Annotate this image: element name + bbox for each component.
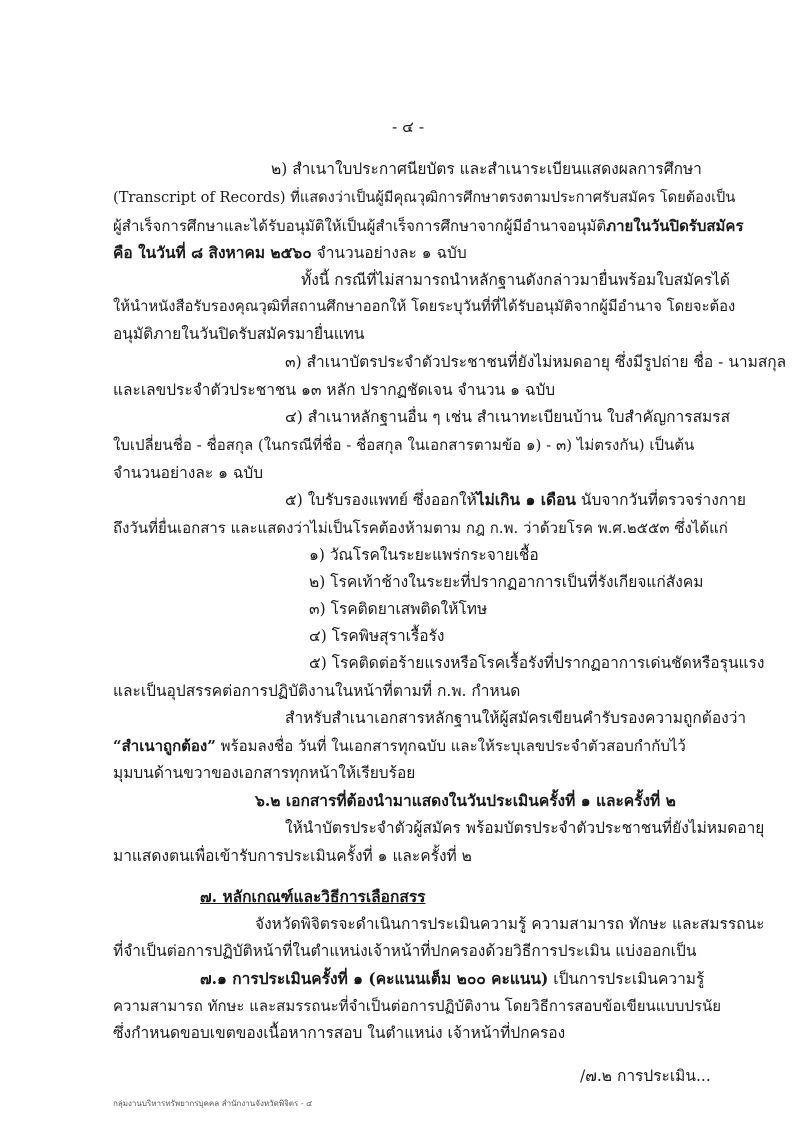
disease-item: ๔) โรคพิษสุราเรื้อรัง	[309, 627, 445, 645]
section7-line1: จังหวัดพิจิตรจะดำเนินการประเมินความรู้ ความสามารถ ทักษะ และสมรรถนะ	[255, 915, 765, 933]
item2-line4-text: จำนวนอย่างละ ๑ ฉบับ	[311, 244, 467, 262]
item2-line3	[113, 216, 744, 236]
section71-text: เป็นการประเมินความรู้	[548, 970, 705, 988]
item5-line1-rest: นับจากวันที่ตรวจร่างกาย	[576, 491, 746, 509]
item2-line4	[113, 243, 467, 263]
item2-line7: อนุมัติภายในวันปิดรับสมัครมายื่นแทน	[113, 325, 365, 343]
item3-line2: และเลขประจำตัวประชาชน ๑๓ หลัก ปรากฏชัดเจน จำนวน ๑ ฉบับ	[113, 381, 556, 399]
item5-line2: ถึงวันที่ยื่นเอกสาร และแสดงว่าไม่เป็นโรคต้องห้ามตาม กฎ ก.พ. ว่าด้วยโรค พ.ศ.๒๕๕๓ ซึ่งได้แก่	[113, 519, 728, 537]
certify-line2-text: พร้อมลงชื่อ วันที่ ในเอกสารทุกฉบับ และให้ระบุเลขประจำตัวสอบกำกับไว้	[215, 737, 686, 755]
item2-deadline-date: คือ ในวันที่ ๘ สิงหาคม ๒๕๖๐	[113, 243, 312, 262]
section7-line5: ซึ่งกำหนดขอบเขตของเนื้อหาการสอบ ในตำแหน่ง เจ้าหน้าที่ปกครอง	[113, 1024, 566, 1042]
item3-line1: ๓) สำเนาบัตรประจำตัวประชาชนที่ยังไม่หมดอายุ ซึ่งมีรูปถ่าย ชื่อ - นามสกุล	[285, 353, 787, 371]
section62-line2: มาแสดงตนเพื่อเข้ารับการประเมินครั้งที่ ๑ และครั้งที่ ๒	[113, 847, 472, 865]
section7-line2: ที่จำเป็นต่อการปฏิบัติหน้าที่ในตำแหน่งเจ้าหน้าที่ปกครองด้วยวิธีการประเมิน แบ่งออกเป็น	[113, 942, 697, 960]
item5-line1-text: ๕) ใบรับรองแพทย์ ซึ่งออกให้	[285, 491, 477, 509]
section7-heading: ๗. หลักเกณฑ์และวิธีการเลือกสรร	[200, 887, 426, 906]
certify-line3: มุมบนด้านขวาของเอกสารทุกหน้าให้เรียบร้อย	[113, 764, 416, 782]
disease-item: ๒) โรคเท้าช้างในระยะที่ปรากฏอาการเป็นที่รังเกียจแก่สังคม	[309, 573, 704, 591]
item2-line6: ให้นำหนังสือรับรองคุณวุฒิที่สถานศึกษาออกให้ โดยระบุวันที่ที่ได้รับอนุมัติจากผู้มีอำนาจ โดยจะต้อง	[113, 298, 736, 315]
item5-line1	[285, 490, 746, 510]
section7-line4: ความสามารถ ทักษะ และสมรรถนะที่จำเป็นต่อการปฏิบัติงาน โดยวิธีการสอบข้อเขียนแบบปรนัย	[113, 997, 722, 1015]
item4-line1: ๔) สำเนาหลักฐานอื่น ๆ เช่น สำเนาทะเบียนบ้าน ใบสำคัญการสมรส	[285, 408, 731, 426]
item4-line2: ใบเปลี่ยนชื่อ - ชื่อสกุล (ในกรณีที่ชื่อ - ชื่อสกุล ในเอกสารตามข้อ ๑) - ๓) ไม่ตรงกัน) เป็นต้น	[113, 436, 695, 454]
item4-line3: จำนวนอย่างละ ๑ ฉบับ	[113, 464, 264, 482]
item2-line3-bold: ภายในวันปิดรับสมัคร	[606, 217, 744, 235]
continuation-note: /๗.๒ การประเมิน...	[580, 1067, 711, 1085]
page-number: - ๔ -	[392, 118, 425, 136]
item5-line1-bold: ไม่เกิน ๑ เดือน	[476, 490, 576, 509]
section71-heading: ๗.๑ การประเมินครั้งที่ ๑ (คะแนนเต็ม ๒๐๐ คะแนน)	[200, 969, 549, 988]
section71-line	[200, 969, 704, 989]
item2-line1: ๒) สำเนาใบประกาศนียบัตร และสำเนาระเบียนแสดงผลการศึกษา	[271, 160, 702, 178]
footer-text: กลุ่มงานบริหารทรัพยากรบุคคล สำนักงานจังหวัดพิจิตร - ๔	[113, 1099, 313, 1108]
certify-quote: “สำเนาถูกต้อง”	[113, 737, 216, 755]
disease-item: ๓) โรคติดยาเสพติดให้โทษ	[309, 600, 488, 618]
certify-line2	[113, 736, 686, 756]
item2-line5: ทั้งนี้ กรณีที่ไม่สามารถนำหลักฐานดังกล่าวมายื่นพร้อมใบสมัครได้	[301, 271, 730, 289]
certify-line1: สำหรับสำเนาเอกสารหลักฐานให้ผู้สมัครเขียนคำรับรองความถูกต้องว่า	[285, 709, 747, 727]
section62-heading: ๖.๒ เอกสารที่ต้องนำมาแสดงในวันประเมินครั้งที่ ๑ และครั้งที่ ๒	[255, 791, 676, 810]
item2-line2: (Transcript of Records) ที่แสดงว่าเป็นผู้มีคุณวุฒิการศึกษาตรงตามประกาศรับสมัคร โดยต้องเป็น	[113, 189, 736, 206]
disease-item: ๑) วัณโรคในระยะแพร่กระจายเชื้อ	[309, 546, 539, 564]
section62-line1: ให้นำบัตรประจำตัวผู้สมัคร พร้อมบัตรประจำตัวประชาชนที่ยังไม่หมดอายุ	[285, 819, 765, 837]
disease-item: ๕) โรคติดต่อร้ายแรงหรือโรคเรื้อรังที่ปรากฏอาการเด่นชัดหรือรุนแรง	[309, 654, 765, 672]
item5-line8: และเป็นอุปสรรคต่อการปฏิบัติงานในหน้าที่ตามที่ ก.พ. กำหนด	[113, 682, 521, 700]
item2-line3-text: ผู้สำเร็จการศึกษาและได้รับอนุมัติให้เป็นผู้สำเร็จการศึกษาจากผู้มีอำนาจอนุมัติ	[113, 217, 607, 235]
